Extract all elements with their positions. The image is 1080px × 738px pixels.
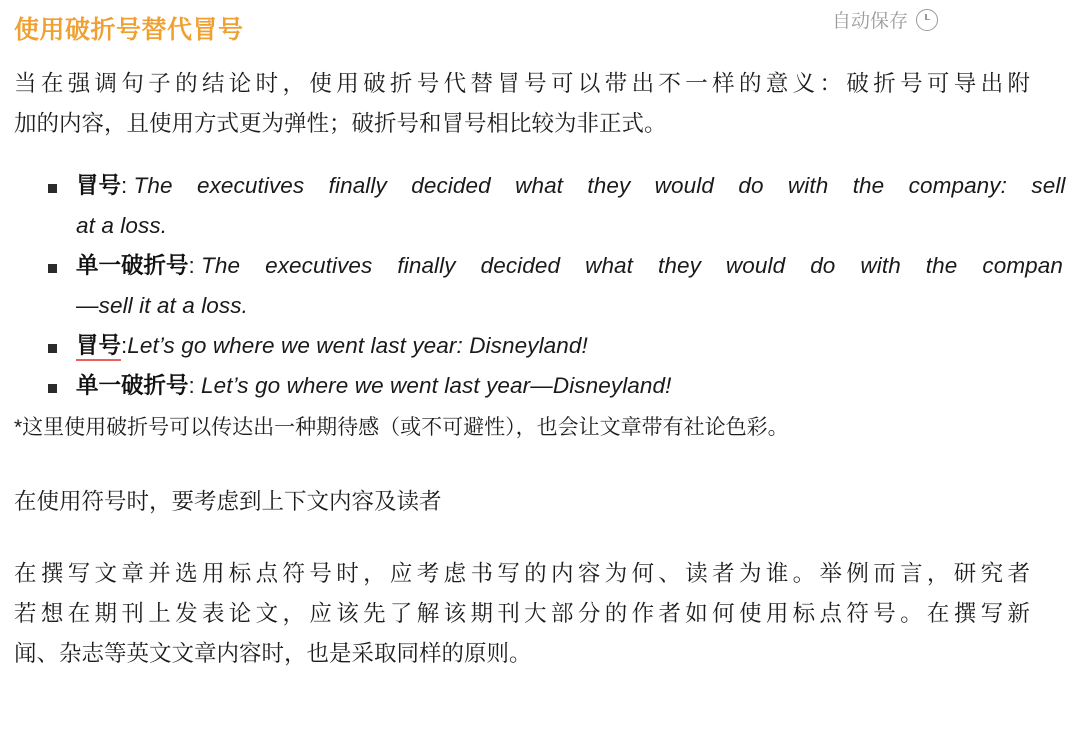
closing-line-3: 闻、杂志等英文文章内容时，也是采取同样的原则。: [14, 641, 532, 666]
footnote: *这里使用破折号可以传达出一种期待感（或不可避性），也会让文章带有社论色彩。: [14, 416, 789, 439]
list-item-label: 冒号: [76, 173, 122, 198]
list-item-text-line-2: at a loss.: [76, 213, 168, 238]
list-item-separator: :: [188, 373, 202, 398]
example-list: [14, 166, 1066, 406]
list-item-text-line-1: The executives finally decided what they would do with the company: sell: [133, 173, 1066, 198]
section-heading: 在使用符号时，要考虑到上下文内容及读者: [14, 489, 442, 514]
intro-line-1: 当在强调句子的结论时，使用破折号代替冒号可以带出不一样的意义：破折号可导出附: [14, 71, 1030, 96]
intro-line-2: 加的内容，且使用方式更为弹性；破折号和冒号相比较为非正式。: [14, 111, 667, 136]
closing-line-2: 若想在期刊上发表论文，应该先了解该期刊大部分的作者如何使用标点符号。在撰写新: [14, 601, 1030, 626]
autosave-status: [832, 6, 938, 33]
list-item-separator: :: [121, 333, 128, 358]
list-item: [48, 366, 1066, 406]
list-item-label: 单一破折号: [76, 253, 189, 278]
closing-line-1: 在撰写文章并选用标点符号时，应考虑书写的内容为何、读者为谁。举例而言，研究者: [14, 561, 1030, 586]
list-item-text-line-2: —sell it at a loss.: [76, 293, 248, 318]
autosave-label: 自动保存: [831, 11, 908, 32]
closing-paragraph: [14, 554, 1066, 674]
list-item-separator: :: [121, 173, 134, 198]
clock-icon: [916, 9, 938, 31]
intro-paragraph: [14, 64, 1066, 144]
list-item-label: 单一破折号: [76, 373, 189, 398]
page-title: 使用破折号替代冒号: [14, 16, 244, 44]
list-item: [48, 166, 1066, 246]
list-item: [48, 326, 1066, 366]
list-item-text-line-1: The executives finally decided what they would do with the compan: [201, 253, 1064, 278]
list-item-text-line-1: Let’s go where we went last year: Disneyland!: [127, 333, 588, 358]
list-item: [48, 246, 1066, 326]
list-item-label: 冒号: [76, 333, 121, 361]
document-header: [14, 0, 1066, 56]
list-item-separator: :: [188, 253, 202, 278]
list-item-text-line-1: Let’s go where we went last year—Disneyland!: [201, 373, 672, 398]
